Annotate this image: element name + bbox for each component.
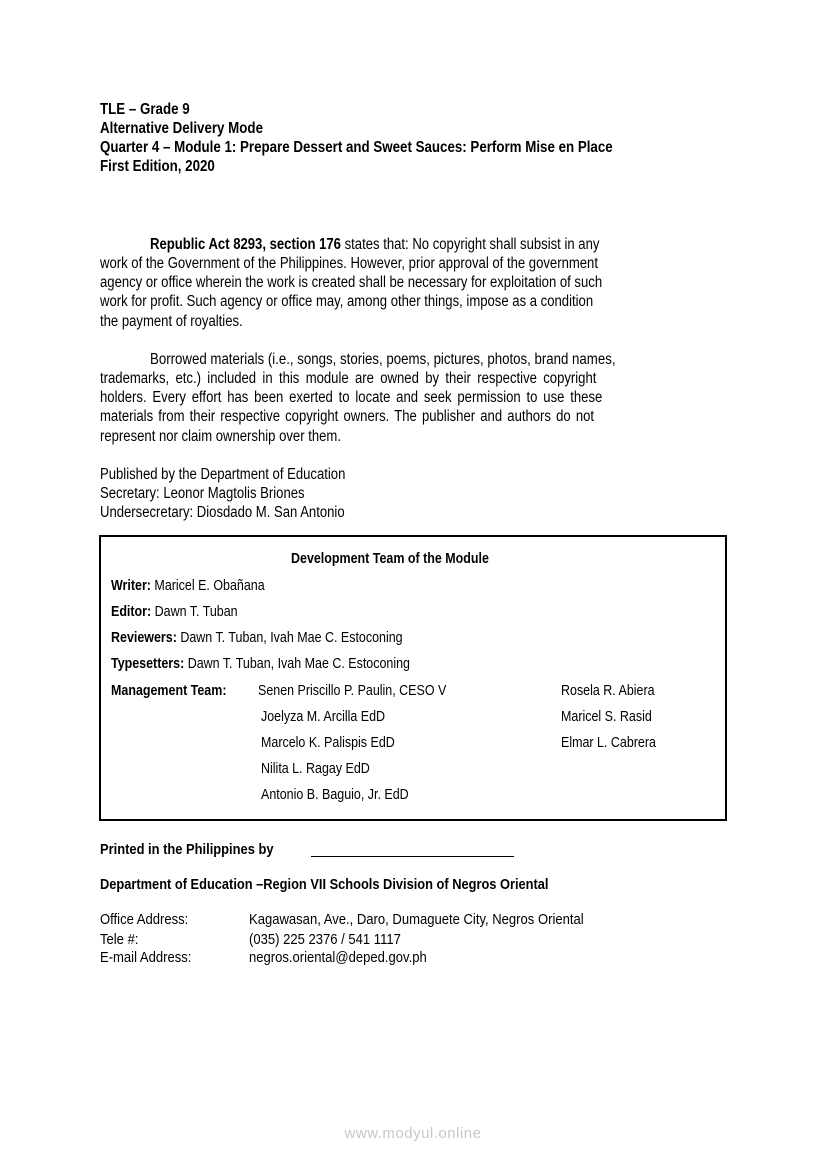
header-line-module: Quarter 4 – Module 1: Prepare Dessert and Sweet Sauces: Perform Mise en Place <box>100 139 613 156</box>
borrowed-line: trademarks, etc.) included in this module are owned by their respective copyright <box>100 370 597 387</box>
management-member: Maricel S. Rasid <box>561 709 652 725</box>
header-line-course: TLE – Grade 9 <box>100 101 190 118</box>
team-typesetters: Typesetters: Dawn T. Tuban, Ivah Mae C. Estoconing <box>111 656 410 672</box>
copyright-line: the payment of royalties. <box>100 313 243 330</box>
office-address-value: Kagawasan, Ave., Daro, Dumaguete City, Negros Oriental <box>249 912 584 928</box>
team-title: Development Team of the Module <box>291 551 489 567</box>
management-member: Elmar L. Cabrera <box>561 735 656 751</box>
office-address-label: Office Address: <box>100 912 189 928</box>
management-team-label: Management Team: <box>111 683 227 699</box>
copyright-line: agency or office wherein the work is created shall be necessary for exploitation of such <box>100 274 603 291</box>
copyright-line: work of the Government of the Philippines. However, prior approval of the government <box>100 255 598 272</box>
team-writer: Writer: Maricel E. Obañana <box>111 578 265 594</box>
header-line-mode: Alternative Delivery Mode <box>100 120 263 137</box>
borrowed-line: Borrowed materials (i.e., songs, stories, poems, pictures, photos, brand names, <box>150 351 616 368</box>
team-reviewers: Reviewers: Dawn T. Tuban, Ivah Mae C. Estoconing <box>111 630 403 646</box>
watermark: www.modyul.online <box>344 1125 482 1142</box>
management-member: Antonio B. Baguio, Jr. EdD <box>261 787 409 803</box>
email-value[interactable]: negros.oriental@deped.gov.ph <box>249 950 427 966</box>
team-editor: Editor: Dawn T. Tuban <box>111 604 238 620</box>
borrowed-line: holders. Every effort has been exerted to locate and seek permission to use these <box>100 389 603 406</box>
borrowed-line: materials from their respective copyright owners. The publisher and authors do not <box>100 408 595 425</box>
copyright-line: work for profit. Such agency or office may, among other things, impose as a condition <box>100 293 594 310</box>
management-member: Senen Priscillo P. Paulin, CESO V <box>258 683 447 699</box>
management-member: Marcelo K. Palispis EdD <box>261 735 395 751</box>
published-by: Published by the Department of Education <box>100 466 346 483</box>
email-label: E-mail Address: <box>100 950 192 966</box>
header-line-edition: First Edition, 2020 <box>100 158 215 175</box>
printer-blank-line <box>311 856 514 857</box>
management-member: Rosela R. Abiera <box>561 683 655 699</box>
undersecretary: Undersecretary: Diosdado M. San Antonio <box>100 504 345 521</box>
office-heading: Department of Education –Region VII Schools Division of Negros Oriental <box>100 877 549 893</box>
management-member: Nilita L. Ragay EdD <box>261 761 370 777</box>
management-member: Joelyza M. Arcilla EdD <box>261 709 386 725</box>
copyright-law-reference: Republic Act 8293, section 176 <box>150 236 341 253</box>
copyright-line: Republic Act 8293, section 176 states that: No copyright shall subsist in any <box>150 236 600 253</box>
telephone-value: (035) 225 2376 / 541 1117 <box>249 932 401 948</box>
printed-in-line: Printed in the Philippines by <box>100 842 274 858</box>
telephone-label: Tele #: <box>100 932 139 948</box>
borrowed-line: represent nor claim ownership over them. <box>100 428 341 445</box>
secretary: Secretary: Leonor Magtolis Briones <box>100 485 305 502</box>
